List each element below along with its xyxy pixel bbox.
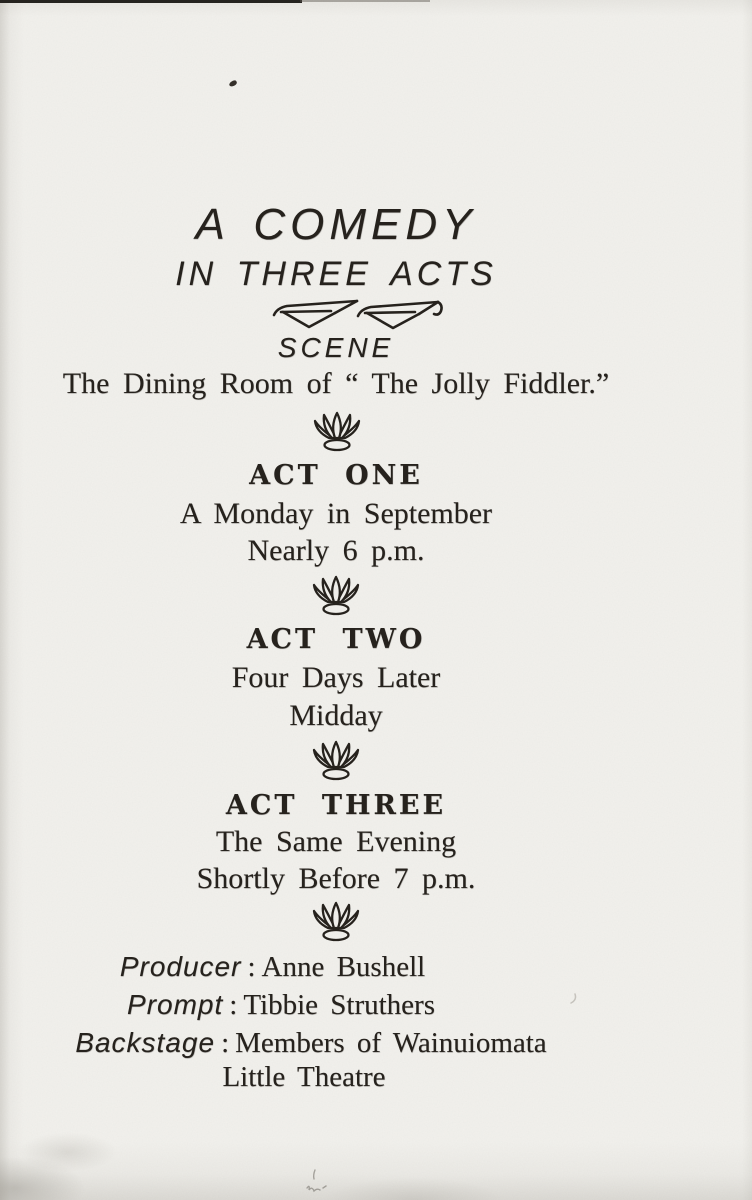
- credit-group-name: Members of Wainuiomata: [235, 1027, 547, 1059]
- act-one-time: A Monday in September: [179, 497, 493, 530]
- pennant-divider-icon: [271, 297, 443, 333]
- page-subtitle: IN THREE ACTS: [175, 255, 497, 293]
- credit-producer: [0, 951, 600, 983]
- act-one-time-detail: Nearly 6 p.m.: [247, 534, 425, 567]
- credit-backstage: [0, 1027, 600, 1059]
- credit-person-name: Tibbie Struthers: [243, 989, 435, 1021]
- credit-role-label: Prompt: [127, 989, 224, 1020]
- ink-speck: [228, 80, 237, 88]
- credit-role-label: Producer: [119, 951, 242, 982]
- credit-separator: :: [247, 951, 256, 983]
- scan-edge-artifact-faint: [300, 0, 430, 2]
- lotus-flower-icon: [311, 575, 361, 617]
- credit-separator: :: [221, 1027, 230, 1059]
- act-three-time: The Same Evening: [215, 825, 457, 858]
- credit-person-name: Anne Bushell: [261, 951, 426, 983]
- lotus-flower-icon: [311, 740, 361, 782]
- act-two-heading: ACT TWO: [246, 624, 426, 655]
- lotus-flower-icon: [311, 901, 361, 943]
- credit-separator: :: [229, 989, 238, 1021]
- lotus-flower-icon: [312, 411, 362, 453]
- act-two-time: Four Days Later: [231, 661, 441, 694]
- credit-backstage-continued: Little Theatre: [222, 1061, 386, 1093]
- scene-description: The Dining Room of “ The Jolly Fiddler.”: [62, 367, 610, 400]
- scene-heading: SCENE: [277, 332, 395, 363]
- credit-role-label: Backstage: [75, 1027, 216, 1058]
- act-one-heading: ACT ONE: [249, 460, 423, 491]
- pencil-mark: [303, 1168, 329, 1200]
- page-title: A COMEDY: [195, 200, 477, 249]
- faint-scan-mark: [563, 992, 579, 1011]
- act-three-time-detail: Shortly Before 7 p.m.: [196, 862, 476, 895]
- scan-edge-artifact: [0, 0, 302, 3]
- act-two-time-detail: Midday: [289, 699, 383, 732]
- credit-prompt: [0, 989, 600, 1021]
- act-three-heading: ACT THREE: [225, 790, 447, 821]
